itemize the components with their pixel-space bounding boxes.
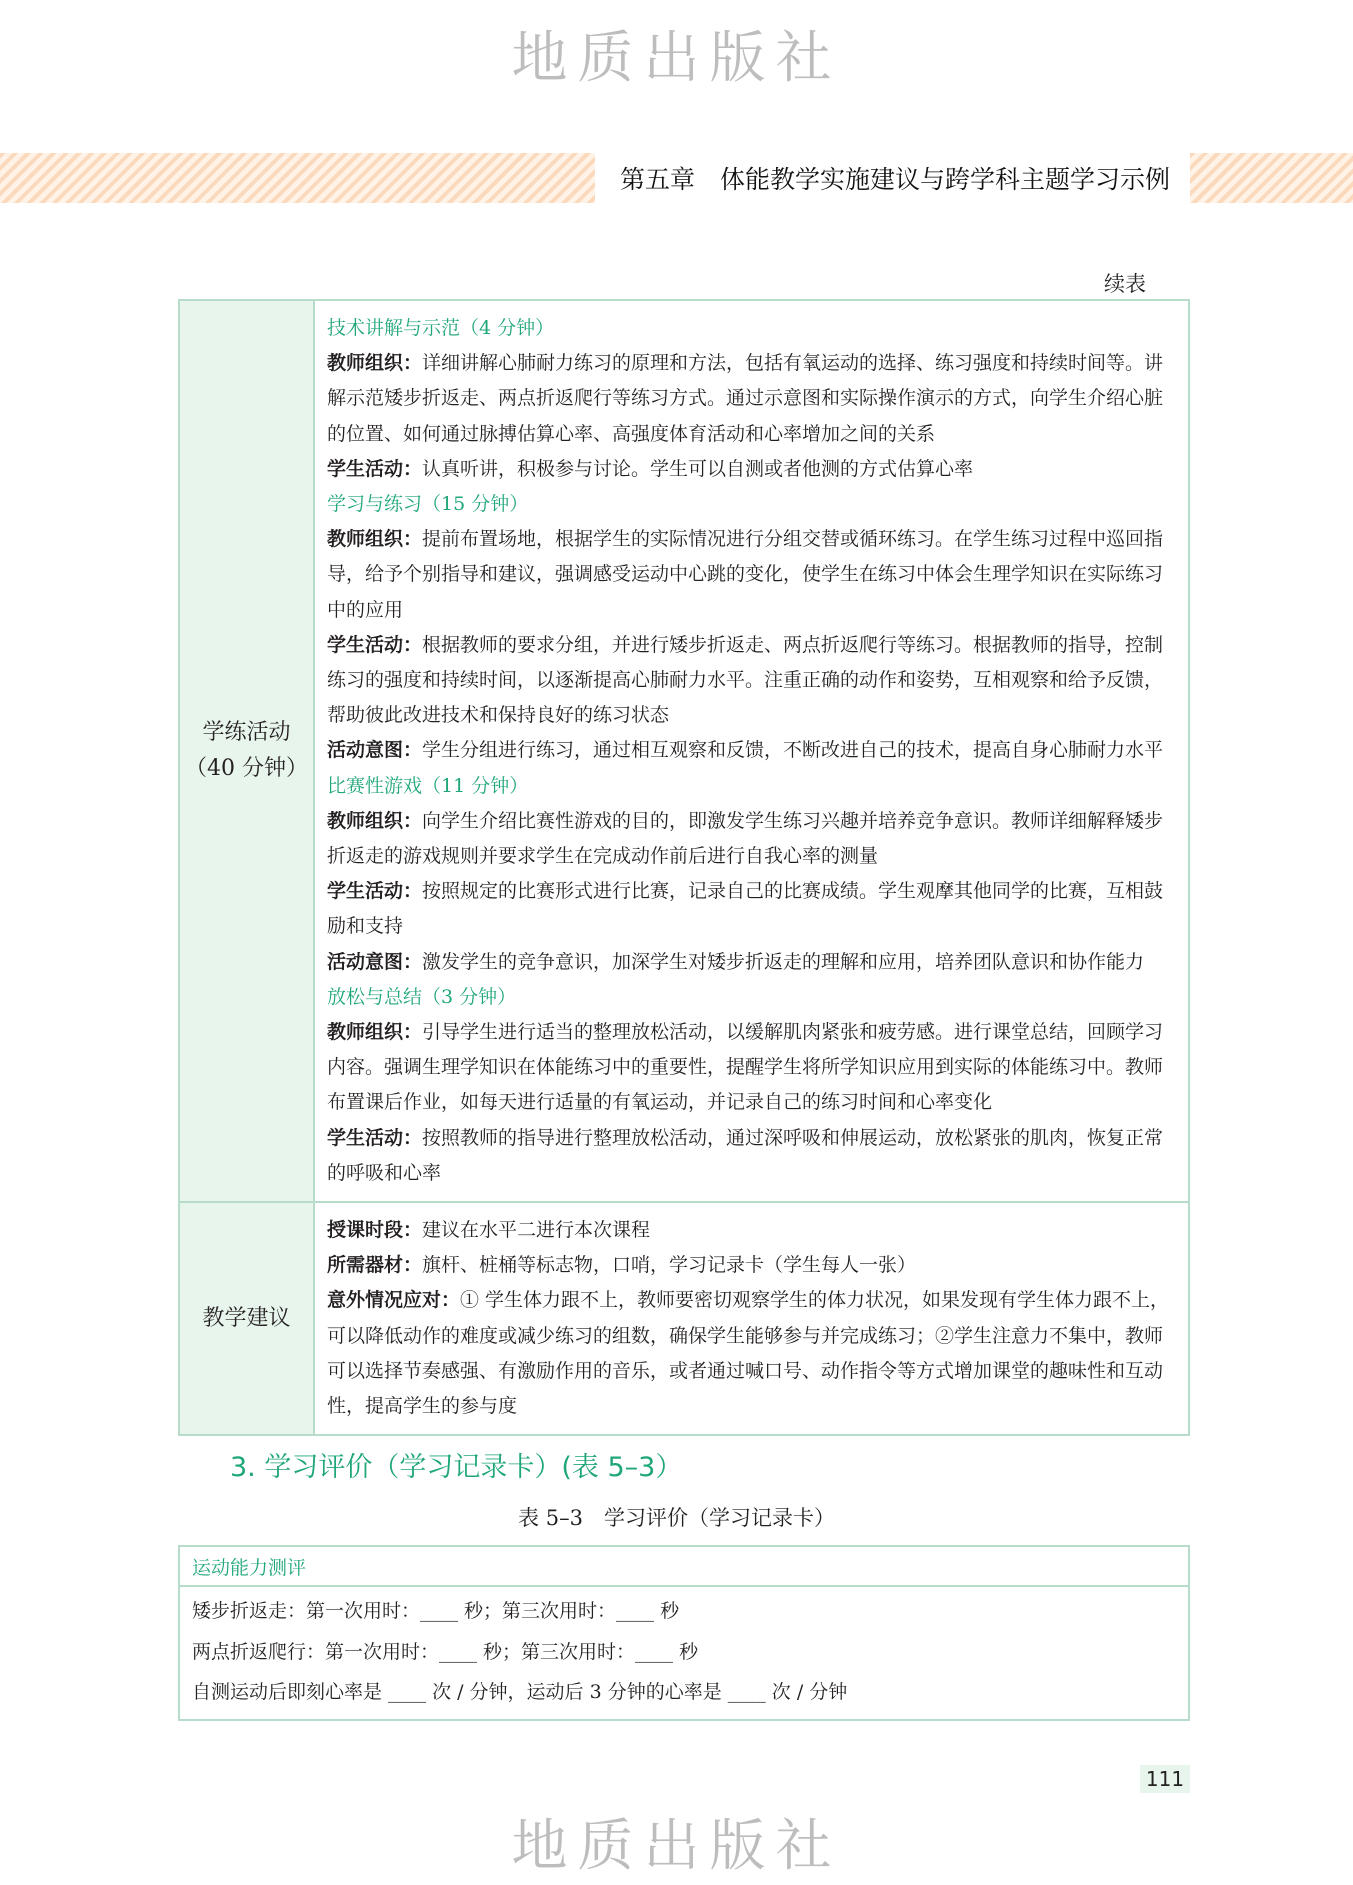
lesson-plan-table: [178, 299, 1190, 1436]
watermark-bottom: 地质出版社: [511, 1814, 842, 1879]
page-number: 111: [1140, 1765, 1190, 1793]
activity-row: [179, 300, 1189, 1202]
paragraph: [327, 945, 1176, 980]
paragraph-text: 激发学生的竞争意识，加深学生对矮步折返走的理解和应用，培养团队意识和协作能力: [422, 950, 1145, 973]
paragraph-label: 学生活动：: [327, 457, 423, 480]
activity-label-cell: [179, 300, 314, 1202]
paragraph-label: 教师组织：: [327, 809, 423, 832]
paragraph-label: 活动意图：: [327, 950, 423, 973]
chapter-title: 第五章 体能教学实施建议与跨学科主题学习示例: [595, 153, 1190, 203]
section-title: 技术讲解与示范（4 分钟）: [327, 317, 555, 339]
record-card-body: [180, 1587, 1188, 1719]
paragraph-text: 引导学生进行适当的整理放松活动，以缓解肌肉紧张和疲劳感。进行课堂总结，回顾学习内容。强调生理学知识在体能练习中的重要性，提醒学生将所学知识应用到实际的体能练习中。教师布置课后作业，如每天进行适量的有氧运动，并记录自己的练习时间和心率变化: [327, 1021, 1164, 1114]
paragraph: [327, 1213, 1176, 1248]
paragraph: [327, 522, 1176, 628]
section-heading: 3. 学习评价（学习记录卡）(表 5–3）: [230, 1452, 683, 1483]
paragraph: [327, 1248, 1176, 1283]
paragraph-label: 学生活动：: [327, 633, 423, 656]
paragraph: [327, 346, 1176, 452]
paragraph-label: 学生活动：: [327, 880, 423, 903]
paragraph: [327, 1283, 1176, 1424]
paragraph-label: 授课时段：: [327, 1219, 423, 1242]
paragraph-text: 按照教师的指导进行整理放松活动，通过深呼吸和伸展运动，放松紧张的肌肉，恢复正常的呼吸和心率: [327, 1126, 1164, 1184]
activity-content-cell: [314, 300, 1189, 1202]
record-line: 自测运动后即刻心率是 ____ 次 / 分钟，运动后 3 分钟的心率是 ____ 次 / 分钟: [192, 1681, 848, 1703]
paragraph-label: 教师组织：: [327, 528, 423, 551]
paragraph: [327, 733, 1176, 768]
table-caption: 表 5–3 学习评价（学习记录卡）: [518, 1506, 835, 1530]
continued-label: 续表: [1104, 272, 1146, 296]
section-title: 放松与总结（3 分钟）: [327, 985, 517, 1008]
paragraph-label: 所需器材：: [327, 1254, 423, 1277]
record-line: 矮步折返走：第一次用时：____ 秒；第三次用时：____ 秒: [192, 1600, 680, 1622]
record-card-table: [178, 1545, 1190, 1721]
paragraph-text: 根据教师的要求分组，并进行矮步折返走、两点折返爬行等练习。根据教师的指导，控制练习的强度和持续时间，以逐渐提高心肺耐力水平。注重正确的动作和姿势，互相观察和给予反馈，帮助彼此改进技术和保持良好的练习状态: [327, 633, 1164, 727]
advice-content-cell: [314, 1202, 1189, 1435]
watermark-top: 地质出版社: [511, 26, 842, 91]
activity-duration: （40 分钟）: [185, 756, 308, 782]
record-card-header: 运动能力测评: [180, 1547, 1188, 1587]
paragraph-text: 提前布置场地，根据学生的实际情况进行分组交替或循环练习。在学生练习过程中巡回指导，给予个别指导和建议，强调感受运动中心跳的变化，使学生在练习中体会生理学知识在实际练习中的应用: [327, 528, 1164, 621]
section-title: 比赛性游戏（11 分钟）: [327, 774, 529, 797]
paragraph: [327, 804, 1176, 874]
paragraph-text: 按照规定的比赛形式进行比赛，记录自己的比赛成绩。学生观摩其他同学的比赛，互相鼓励和支持: [327, 880, 1164, 938]
header-stripe-right: [1190, 153, 1353, 203]
paragraph-label: 学生活动：: [327, 1126, 423, 1149]
paragraph-label: 教师组织：: [327, 352, 423, 375]
paragraph-text: 旗杆、桩桶等标志物，口哨，学习记录卡（学生每人一张）: [422, 1254, 917, 1277]
paragraph-label: 教师组织：: [327, 1021, 423, 1044]
paragraph-label: 活动意图：: [327, 739, 423, 762]
paragraph-text: ① 学生体力跟不上，教师要密切观察学生的体力状况，如果发现有学生体力跟不上，可以降低动作的难度或减少练习的组数，确保学生能够参与并完成练习；②学生注意力不集中，教师可以选择节奏感强、有激励作用的音乐，或者通过喊口号、动作指令等方式增加课堂的趣味性和互动性，提高学生的参与度: [327, 1289, 1170, 1418]
paragraph-text: 向学生介绍比赛性游戏的目的，即激发学生练习兴趣并培养竞争意识。教师详细解释矮步折返走的游戏规则并要求学生在完成动作前后进行自我心率的测量: [327, 809, 1164, 868]
paragraph-text: 认真听讲，积极参与讨论。学生可以自测或者他测的方式估算心率: [422, 457, 974, 480]
advice-label: 教学建议: [202, 1305, 291, 1331]
advice-label-cell: [179, 1202, 314, 1435]
paragraph: [327, 1121, 1176, 1191]
record-line: 两点折返爬行：第一次用时：____ 秒；第三次用时：____ 秒: [192, 1640, 699, 1663]
paragraph-text: 建议在水平二进行本次课程: [422, 1219, 651, 1242]
paragraph: [327, 452, 1176, 487]
paragraph-text: 详细讲解心肺耐力练习的原理和方法，包括有氧运动的选择、练习强度和持续时间等。讲解示范矮步折返走、两点折返爬行等练习方式。通过示意图和实际操作演示的方式，向学生介绍心脏的位置、如何通过脉搏估算心率、高强度体育活动和心率增加之间的关系: [327, 352, 1164, 445]
paragraph: [327, 1015, 1176, 1121]
paragraph-label: 意外情况应对：: [327, 1289, 461, 1312]
section-title: 学习与练习（15 分钟）: [327, 493, 529, 516]
paragraph: [327, 628, 1176, 734]
paragraph: [327, 874, 1176, 944]
activity-label: 学练活动: [202, 720, 291, 746]
header-stripe-left: [0, 153, 595, 203]
advice-row: [179, 1202, 1189, 1435]
paragraph-text: 学生分组进行练习，通过相互观察和反馈，不断改进自己的技术，提高自身心肺耐力水平: [422, 739, 1164, 762]
